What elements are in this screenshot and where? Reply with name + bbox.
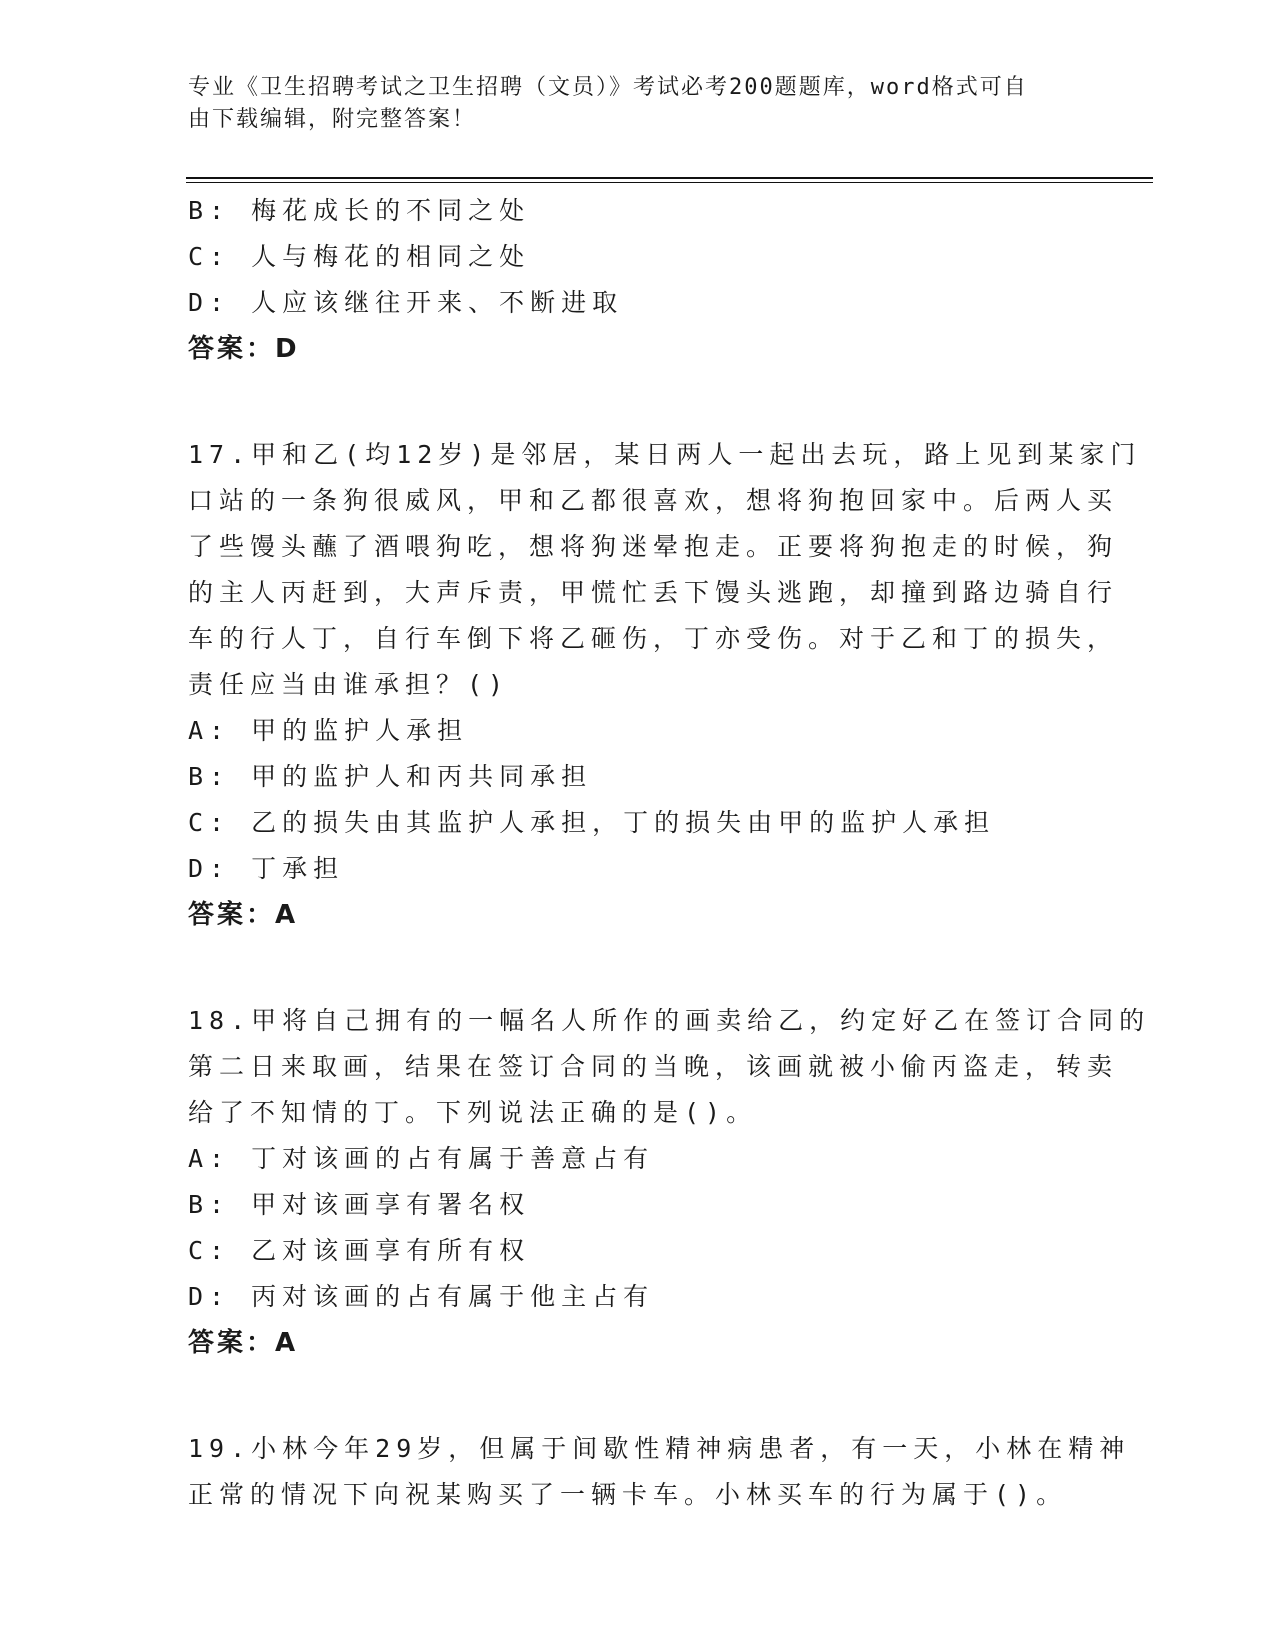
- option-b: B: 甲对该画享有署名权: [188, 1190, 531, 1219]
- answer-line: 答案：A: [188, 900, 299, 930]
- option-a: A: 丁对该画的占有属于善意占有: [188, 1144, 655, 1173]
- header-divider-thin: [186, 182, 1153, 183]
- option-d: D: 丙对该画的占有属于他主占有: [188, 1282, 655, 1311]
- question-stem-line: 第二日来取画，结果在签订合同的当晚，该画就被小偷丙盗走，转卖: [188, 1052, 1119, 1081]
- spacer: [188, 938, 1088, 998]
- question-19: [188, 1426, 1131, 1518]
- question-stem-line: 18.甲将自己拥有的一幅名人所作的画卖给乙，约定好乙在签订合同的: [188, 1006, 1151, 1035]
- option-d: D: 人应该继往开来、不断进取: [188, 288, 624, 317]
- header-line-2: 由下载编辑，附完整答案！: [188, 107, 477, 132]
- question-stem-line: 车的行人丁，自行车倒下将乙砸伤，丁亦受伤。对于乙和丁的损失，: [188, 624, 1119, 653]
- option-c: C: 人与梅花的相同之处: [188, 242, 531, 271]
- option-a: A: 甲的监护人承担: [188, 716, 469, 745]
- question-stem-line: 给了不知情的丁。下列说法正确的是()。: [188, 1098, 758, 1127]
- question-stem-line: 的主人丙赶到，大声斥责，甲慌忙丢下馒头逃跑，却撞到路边骑自行: [188, 578, 1119, 607]
- option-c: C: 乙的损失由其监护人承担，丁的损失由甲的监护人承担: [188, 808, 996, 837]
- header-line-1: 专业《卫生招聘考试之卫生招聘（文员）》考试必考200题题库，word格式可自: [188, 75, 1028, 100]
- option-b: B: 梅花成长的不同之处: [188, 196, 531, 225]
- answer-line: 答案：A: [188, 1328, 299, 1358]
- question-stem-line: 责任应当由谁承担？(): [188, 670, 510, 699]
- question-stem-line: 17.甲和乙(均12岁)是邻居，某日两人一起出去玩，路上见到某家门: [188, 440, 1142, 469]
- question-18: [188, 998, 1151, 1366]
- document-header: [188, 72, 1068, 136]
- question-stem-line: 了些馒头蘸了酒喂狗吃，想将狗迷晕抱走。正要将狗抱走的时候，狗: [188, 532, 1119, 561]
- question-17: [188, 432, 1142, 938]
- question-stem-line: 19.小林今年29岁，但属于间歇性精神病患者，有一天，小林在精神: [188, 1434, 1131, 1463]
- spacer: [188, 1366, 1088, 1426]
- answer-line: 答案：D: [188, 334, 300, 364]
- question-stem-line: 口站的一条狗很威风，甲和乙都很喜欢，想将狗抱回家中。后两人买: [188, 486, 1119, 515]
- option-d: D: 丁承担: [188, 854, 345, 883]
- question-stem-line: 正常的情况下向祝某购买了一辆卡车。小林买车的行为属于()。: [188, 1480, 1068, 1509]
- document-body: [188, 188, 1151, 1518]
- option-c: C: 乙对该画享有所有权: [188, 1236, 531, 1265]
- question-16: [188, 188, 1088, 372]
- spacer: [188, 372, 1088, 432]
- header-divider-thick: [186, 177, 1153, 179]
- option-b: B: 甲的监护人和丙共同承担: [188, 762, 593, 791]
